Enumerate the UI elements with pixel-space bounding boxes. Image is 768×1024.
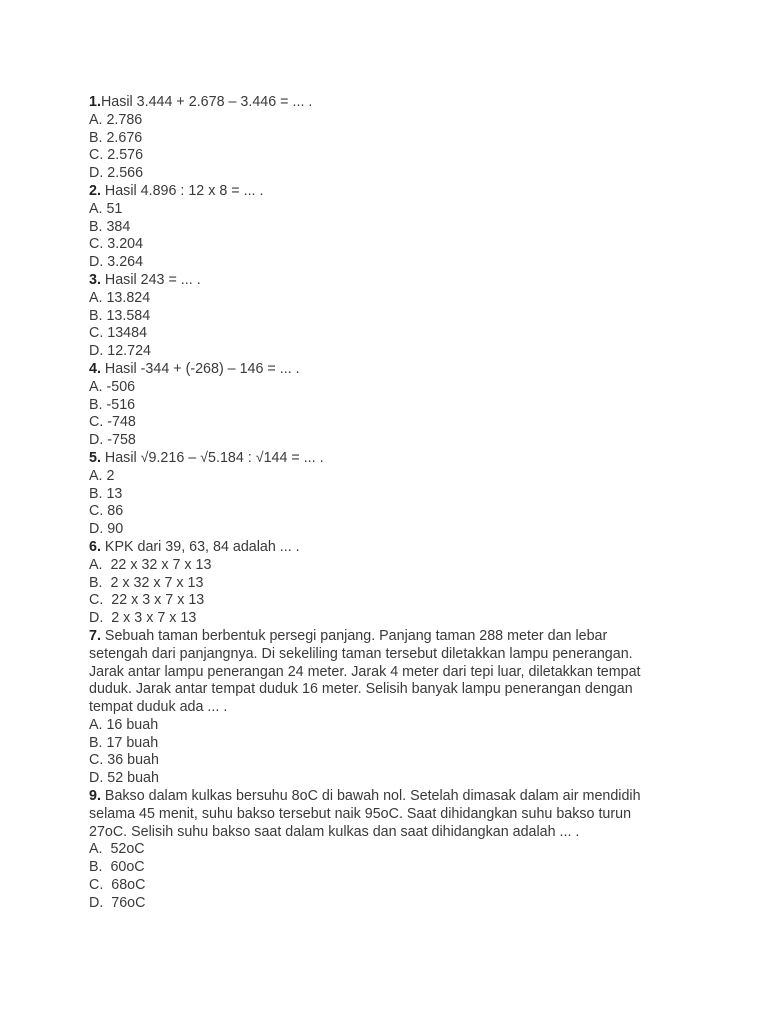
option-a: A. 13.824 (89, 289, 151, 306)
option-c: C. 2.576 (89, 147, 144, 164)
option-c: C. 68oC (89, 877, 146, 894)
question-text-line-3: Jarak antar lampu penerangan 24 meter. Jarak 4 meter dari tepi luar, diletakkan tempat (89, 663, 641, 680)
option-d: D. 2.566 (89, 165, 144, 182)
option-b: B. 17 buah (89, 734, 159, 751)
question-6 (89, 539, 689, 557)
question-text: Hasil 243 = ... . (100, 271, 201, 288)
question-text: Hasil 3.444 + 2.678 – 3.446 = ... . (100, 94, 313, 110)
option-d: D. 2 x 3 x 7 x 13 (89, 610, 197, 627)
option-a: A. 22 x 32 x 7 x 13 (89, 556, 212, 573)
question-text: KPK dari 39, 63, 84 adalah ... . (100, 538, 300, 555)
question-4 (89, 361, 689, 379)
question-number: 7. (89, 627, 101, 644)
question-text-line-1: Sebuah taman berbentuk persegi panjang. Panjang taman 288 meter dan lebar (100, 627, 608, 644)
option-c: C. -748 (89, 414, 136, 431)
question-number: 2. (89, 182, 101, 199)
option-d: D. 3.264 (89, 254, 144, 271)
question-text-line-2: selama 45 menit, suhu bakso tersebut naik 95oC. Saat dihidangkan suhu bakso turun (89, 805, 632, 822)
option-b: B. 2.676 (89, 129, 143, 146)
option-a: A. 2 (89, 467, 115, 484)
question-text: Hasil √9.216 – √5.184 : √144 = ... . (100, 449, 324, 466)
option-a: A. -506 (89, 378, 136, 395)
question-number: 5. (89, 449, 101, 466)
option-b: B. 60oC (89, 859, 145, 876)
question-2 (89, 183, 689, 201)
option-a: A. 16 buah (89, 716, 159, 733)
option-c: C. 36 buah (89, 752, 159, 769)
question-1 (89, 94, 689, 112)
option-c: C. 86 (89, 503, 124, 520)
question-9 (89, 788, 689, 806)
option-b: B. -516 (89, 396, 136, 413)
question-number: 1. (89, 94, 101, 110)
option-d: D. 52 buah (89, 770, 159, 787)
question-text-line-5: tempat duduk ada ... . (89, 699, 228, 716)
question-text-line-1: Bakso dalam kulkas bersuhu 8oC di bawah nol. Setelah dimasak dalam air mendidih (100, 788, 641, 805)
question-text: Hasil 4.896 : 12 x 8 = ... . (100, 182, 264, 199)
question-number: 9. (89, 788, 101, 805)
question-text-line-2: setengah dari panjangnya. Di sekeliling taman tersebut diletakkan lampu penerangan. (89, 645, 633, 662)
question-text-line-4: duduk. Jarak antar tempat duduk 16 meter. Selisih banyak lampu penerangan dengan (89, 681, 633, 698)
option-c: C. 22 x 3 x 7 x 13 (89, 592, 205, 609)
option-c: C. 3.204 (89, 236, 144, 253)
option-b: B. 384 (89, 218, 131, 235)
option-a: A. 2.786 (89, 111, 143, 128)
question-text: Hasil -344 + (-268) – 146 = ... . (100, 360, 300, 377)
option-a: A. 52oC (89, 841, 145, 858)
question-text-line-3: 27oC. Selisih suhu bakso saat dalam kulkas dan saat dihidangkan adalah ... . (89, 823, 580, 840)
document-page (89, 94, 689, 913)
option-d: D. 90 (89, 521, 124, 538)
option-b: B. 2 x 32 x 7 x 13 (89, 574, 204, 591)
question-number: 6. (89, 538, 101, 555)
question-3 (89, 272, 689, 290)
question-number: 3. (89, 271, 101, 288)
question-number: 4. (89, 360, 101, 377)
option-b: B. 13 (89, 485, 123, 502)
question-5 (89, 450, 689, 468)
question-7 (89, 628, 689, 646)
option-d: D. 12.724 (89, 343, 151, 360)
option-d: D. -758 (89, 432, 136, 449)
option-c: C. 13484 (89, 325, 148, 342)
option-b: B. 13.584 (89, 307, 151, 324)
option-a: A. 51 (89, 200, 123, 217)
option-d: D. 76oC (89, 894, 146, 911)
